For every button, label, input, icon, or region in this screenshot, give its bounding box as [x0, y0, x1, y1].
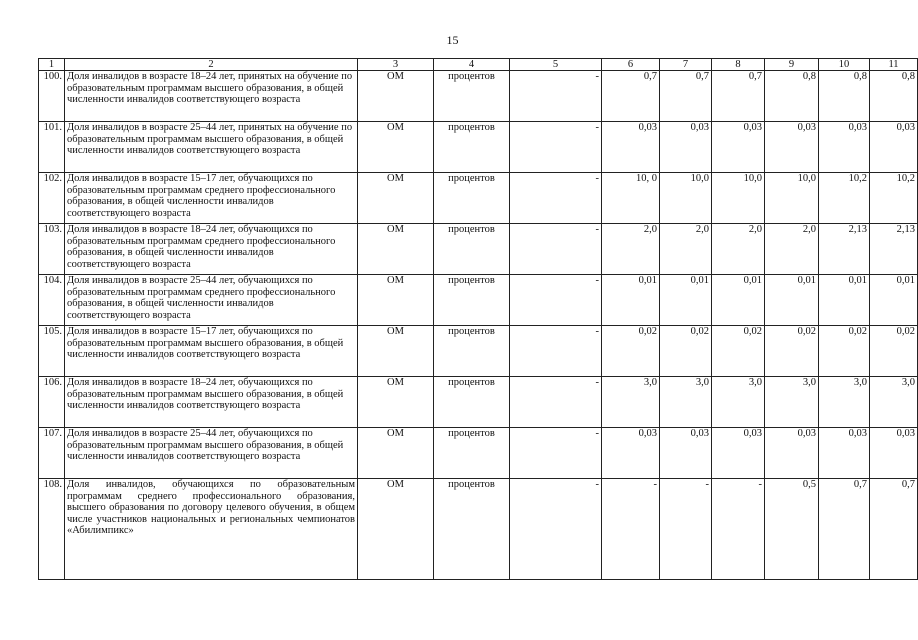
- indicator-type: ОМ: [358, 326, 434, 377]
- indicator-name: Доля инвалидов в возрасте 18–24 лет, принятых на обучение по образовательным программам высшего образования, в общей численности инвалидов соответствующего возраста: [65, 71, 358, 122]
- indicator-type: ОМ: [358, 224, 434, 275]
- row-number: 108.: [39, 479, 65, 580]
- value-col5: -: [510, 275, 602, 326]
- row-number: 100.: [39, 71, 65, 122]
- indicator-name: Доля инвалидов в возрасте 25–44 лет, принятых на обучение по образовательным программам высшего образования, в общей численности инвалидов соответствующего возраста: [65, 122, 358, 173]
- indicator-type: ОМ: [358, 71, 434, 122]
- value-col10: 0,02: [819, 326, 870, 377]
- unit: процентов: [434, 173, 510, 224]
- value-col5: -: [510, 224, 602, 275]
- column-header: 2: [65, 59, 358, 71]
- column-header: 7: [660, 59, 712, 71]
- value-col6: 0,01: [602, 275, 660, 326]
- value-col10: 0,7: [819, 479, 870, 580]
- value-col5: -: [510, 377, 602, 428]
- value-col7: -: [660, 479, 712, 580]
- value-col5: -: [510, 479, 602, 580]
- value-col11: 2,13: [870, 224, 918, 275]
- indicator-name: Доля инвалидов, обучающихся по образовательным программам среднего профессионального образования, высшего образования по договору целевого обучения, в общем числе участников национальных и региональных чемпионатов «Абилимпикс»: [65, 479, 358, 580]
- table-row: [39, 173, 918, 224]
- value-col10: 0,01: [819, 275, 870, 326]
- table-row: [39, 326, 918, 377]
- value-col10: 0,03: [819, 428, 870, 479]
- unit: процентов: [434, 122, 510, 173]
- column-header: 3: [358, 59, 434, 71]
- value-col10: 10,2: [819, 173, 870, 224]
- value-col6: 0,03: [602, 428, 660, 479]
- column-header: 9: [765, 59, 819, 71]
- value-col10: 0,8: [819, 71, 870, 122]
- unit: процентов: [434, 275, 510, 326]
- value-col7: 3,0: [660, 377, 712, 428]
- value-col10: 2,13: [819, 224, 870, 275]
- table-row: [39, 377, 918, 428]
- table-row: [39, 71, 918, 122]
- indicator-name: Доля инвалидов в возрасте 15–17 лет, обучающихся по образовательным программам среднего профессионального образования, в общей численности инвалидов соответствующего возраста: [65, 173, 358, 224]
- value-col6: 0,03: [602, 122, 660, 173]
- value-col10: 0,03: [819, 122, 870, 173]
- value-col7: 0,02: [660, 326, 712, 377]
- value-col9: 0,01: [765, 275, 819, 326]
- value-col6: 3,0: [602, 377, 660, 428]
- page-number: 15: [446, 33, 459, 47]
- value-col11: 3,0: [870, 377, 918, 428]
- column-header: 4: [434, 59, 510, 71]
- value-col7: 2,0: [660, 224, 712, 275]
- column-numbers-row: [39, 59, 918, 71]
- table-row: [39, 428, 918, 479]
- value-col8: 0,7: [712, 71, 765, 122]
- unit: процентов: [434, 326, 510, 377]
- value-col8: -: [712, 479, 765, 580]
- value-col5: -: [510, 71, 602, 122]
- value-col11: 0,02: [870, 326, 918, 377]
- value-col11: 0,03: [870, 428, 918, 479]
- column-header: 8: [712, 59, 765, 71]
- value-col9: 0,5: [765, 479, 819, 580]
- value-col6: -: [602, 479, 660, 580]
- value-col11: 10,2: [870, 173, 918, 224]
- value-col6: 2,0: [602, 224, 660, 275]
- value-col9: 0,8: [765, 71, 819, 122]
- indicator-name: Доля инвалидов в возрасте 25–44 лет, обучающихся по образовательным программам высшего образования, в общей численности инвалидов соответствующего возраста: [65, 428, 358, 479]
- indicator-name: Доля инвалидов в возрасте 15–17 лет, обучающихся по образовательным программам высшего образования, в общей численности инвалидов соответствующего возраста: [65, 326, 358, 377]
- value-col8: 10,0: [712, 173, 765, 224]
- unit: процентов: [434, 479, 510, 580]
- table-row: [39, 224, 918, 275]
- indicators-table: [38, 58, 918, 580]
- indicator-type: ОМ: [358, 122, 434, 173]
- value-col8: 0,02: [712, 326, 765, 377]
- indicator-name: Доля инвалидов в возрасте 18–24 лет, обучающихся по образовательным программам среднего профессионального образования, в общей численности инвалидов соответствующего возраста: [65, 224, 358, 275]
- unit: процентов: [434, 71, 510, 122]
- unit: процентов: [434, 224, 510, 275]
- row-number: 101.: [39, 122, 65, 173]
- value-col6: 0,02: [602, 326, 660, 377]
- value-col5: -: [510, 173, 602, 224]
- value-col11: 0,8: [870, 71, 918, 122]
- table-row: [39, 479, 918, 580]
- value-col9: 0,03: [765, 428, 819, 479]
- value-col9: 0,02: [765, 326, 819, 377]
- row-number: 102.: [39, 173, 65, 224]
- value-col7: 0,01: [660, 275, 712, 326]
- value-col7: 0,7: [660, 71, 712, 122]
- value-col10: 3,0: [819, 377, 870, 428]
- value-col8: 0,03: [712, 122, 765, 173]
- column-header: 11: [870, 59, 918, 71]
- indicator-type: ОМ: [358, 275, 434, 326]
- indicator-type: ОМ: [358, 173, 434, 224]
- row-number: 103.: [39, 224, 65, 275]
- row-number: 104.: [39, 275, 65, 326]
- row-number: 105.: [39, 326, 65, 377]
- value-col6: 10, 0: [602, 173, 660, 224]
- value-col11: 0,7: [870, 479, 918, 580]
- column-header: 6: [602, 59, 660, 71]
- row-number: 107.: [39, 428, 65, 479]
- value-col6: 0,7: [602, 71, 660, 122]
- value-col8: 2,0: [712, 224, 765, 275]
- indicator-type: ОМ: [358, 428, 434, 479]
- value-col9: 10,0: [765, 173, 819, 224]
- table-row: [39, 275, 918, 326]
- column-header: 5: [510, 59, 602, 71]
- value-col8: 3,0: [712, 377, 765, 428]
- unit: процентов: [434, 428, 510, 479]
- indicator-name: Доля инвалидов в возрасте 25–44 лет, обучающихся по образовательным программам среднего профессионального образования, в общей численности инвалидов соответствующего возраста: [65, 275, 358, 326]
- indicator-name: Доля инвалидов в возрасте 18–24 лет, обучающихся по образовательным программам высшего образования, в общей численности инвалидов соответствующего возраста: [65, 377, 358, 428]
- value-col7: 10,0: [660, 173, 712, 224]
- unit: процентов: [434, 377, 510, 428]
- value-col11: 0,03: [870, 122, 918, 173]
- value-col5: -: [510, 428, 602, 479]
- value-col9: 0,03: [765, 122, 819, 173]
- value-col9: 2,0: [765, 224, 819, 275]
- table-row: [39, 122, 918, 173]
- indicator-type: ОМ: [358, 479, 434, 580]
- column-header: 10: [819, 59, 870, 71]
- value-col7: 0,03: [660, 122, 712, 173]
- value-col8: 0,03: [712, 428, 765, 479]
- value-col5: -: [510, 326, 602, 377]
- value-col7: 0,03: [660, 428, 712, 479]
- column-header: 1: [39, 59, 65, 71]
- indicator-type: ОМ: [358, 377, 434, 428]
- value-col8: 0,01: [712, 275, 765, 326]
- value-col9: 3,0: [765, 377, 819, 428]
- row-number: 106.: [39, 377, 65, 428]
- value-col5: -: [510, 122, 602, 173]
- value-col11: 0,01: [870, 275, 918, 326]
